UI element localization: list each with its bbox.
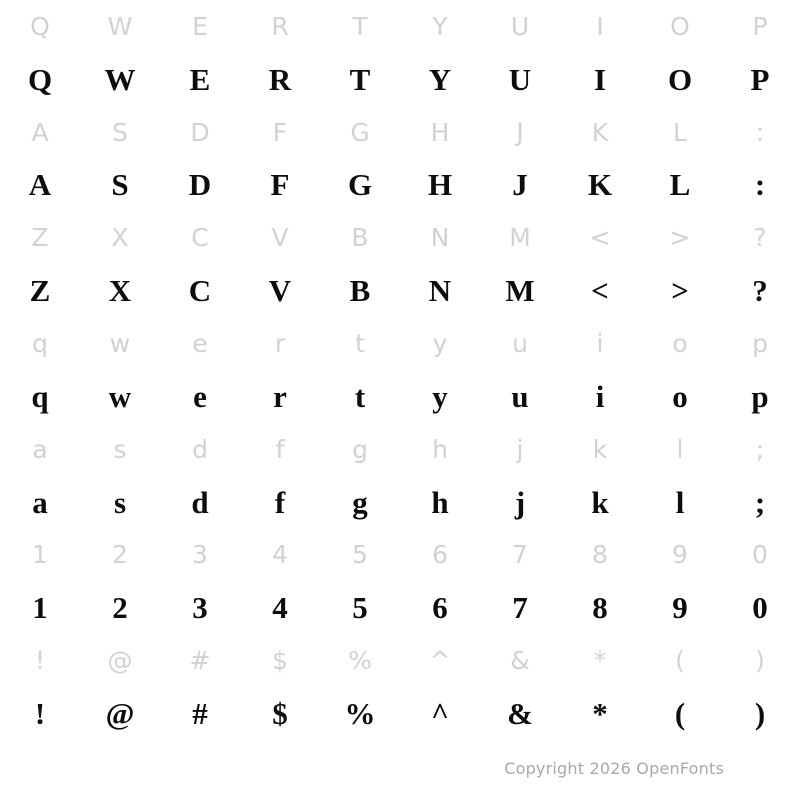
glyph-cell: g — [352, 434, 368, 464]
glyph-cell: w — [109, 329, 131, 359]
glyph-cell: 3 — [192, 590, 208, 626]
glyph-cell: s — [113, 434, 127, 464]
glyph-cell: ^ — [430, 696, 449, 732]
glyph-cell: B — [351, 223, 369, 253]
glyph-cell: & — [510, 646, 530, 676]
glyph-cell: O — [667, 61, 693, 97]
glyph-cell: # — [192, 696, 208, 732]
glyph-cell: E — [192, 11, 208, 41]
glyph-cell: ) — [755, 646, 765, 676]
glyph-cell: j — [514, 484, 526, 520]
glyph-cell: 8 — [592, 590, 608, 626]
glyph-cell: H — [427, 167, 453, 203]
glyph-cell: ! — [34, 646, 46, 676]
glyph-cell: e — [193, 378, 207, 414]
glyph-cell: M — [505, 273, 535, 309]
glyph-cell: N — [430, 223, 450, 253]
glyph-cell: < — [589, 223, 611, 253]
glyph-cell: G — [350, 117, 370, 147]
glyph-cell: W — [104, 61, 136, 97]
glyph-cell: r — [274, 329, 286, 359]
glyph-cell: ( — [674, 696, 686, 732]
glyph-cell: 1 — [32, 590, 48, 626]
glyph-cell: ; — [754, 484, 766, 520]
glyph-cell: o — [672, 378, 688, 414]
glyph-cell: l — [676, 434, 684, 464]
glyph-cell: P — [752, 11, 768, 41]
glyph-cell: ? — [753, 223, 767, 253]
glyph-cell: ! — [34, 696, 46, 732]
glyph-cell: % — [348, 646, 372, 676]
glyph-cell: Z — [29, 273, 51, 309]
glyph-cell: N — [428, 273, 452, 309]
glyph-cell: 8 — [592, 540, 608, 570]
glyph-cell: > — [671, 273, 689, 309]
glyph-cell: 3 — [192, 540, 208, 570]
glyph-cell: g — [352, 484, 368, 520]
glyph-cell: o — [672, 329, 688, 359]
glyph-cell: t — [354, 378, 366, 414]
glyph-cell: I — [596, 11, 604, 41]
glyph-cell: Z — [31, 223, 49, 253]
glyph-cell: : — [755, 117, 765, 147]
glyph-cell: 4 — [272, 540, 288, 570]
glyph-cell: H — [430, 117, 450, 147]
glyph-cell: 9 — [672, 590, 688, 626]
glyph-cell: 9 — [672, 540, 688, 570]
glyph-cell: X — [108, 273, 132, 309]
glyph-cell: 4 — [272, 590, 288, 626]
glyph-cell: D — [190, 117, 210, 147]
glyph-cell: Y — [428, 61, 452, 97]
glyph-cell: h — [431, 484, 449, 520]
glyph-cell: h — [432, 434, 448, 464]
glyph-cell: * — [593, 646, 607, 676]
glyph-cell: $ — [272, 646, 288, 676]
glyph-cell: > — [669, 223, 691, 253]
glyph-cell: L — [673, 117, 687, 147]
glyph-cell: w — [108, 378, 132, 414]
glyph-cell: k — [592, 434, 608, 464]
glyph-cell: 6 — [432, 590, 448, 626]
glyph-cell: @ — [107, 646, 133, 676]
glyph-cell: : — [754, 167, 766, 203]
glyph-cell: 2 — [112, 590, 128, 626]
glyph-cell: M — [509, 223, 531, 253]
glyph-cell: q — [31, 378, 49, 414]
glyph-cell: < — [591, 273, 609, 309]
glyph-cell: e — [192, 329, 208, 359]
glyph-cell: 7 — [512, 590, 528, 626]
glyph-cell: U — [508, 61, 532, 97]
glyph-cell: K — [587, 167, 613, 203]
glyph-cell: 6 — [432, 540, 448, 570]
glyph-cell: C — [188, 273, 212, 309]
glyph-cell: ( — [675, 646, 685, 676]
glyph-cell: A — [31, 117, 49, 147]
glyph-cell: K — [591, 117, 609, 147]
glyph-cell: y — [432, 329, 448, 359]
glyph-cell: $ — [272, 696, 288, 732]
glyph-cell: 0 — [752, 590, 768, 626]
glyph-cell: u — [512, 329, 528, 359]
glyph-cell: 1 — [32, 540, 48, 570]
glyph-cell: p — [752, 329, 768, 359]
glyph-cell: y — [432, 378, 448, 414]
glyph-cell: O — [670, 11, 690, 41]
glyph-cell: W — [107, 11, 133, 41]
glyph-cell: V — [268, 273, 292, 309]
glyph-cell: X — [111, 223, 129, 253]
glyph-cell: j — [516, 434, 524, 464]
glyph-cell: A — [28, 167, 52, 203]
glyph-cell: Y — [432, 11, 448, 41]
glyph-cell: D — [188, 167, 212, 203]
glyph-cell: U — [510, 11, 530, 41]
glyph-cell: p — [751, 378, 769, 414]
glyph-cell: R — [268, 61, 292, 97]
glyph-cell: J — [516, 117, 524, 147]
glyph-cell: R — [271, 11, 289, 41]
glyph-cell: % — [344, 696, 376, 732]
glyph-cell: S — [111, 167, 129, 203]
glyph-cell: F — [270, 167, 290, 203]
glyph-cell: s — [113, 484, 127, 520]
glyph-cell: u — [511, 378, 529, 414]
glyph-cell: ; — [755, 434, 765, 464]
glyph-cell: @ — [105, 696, 135, 732]
glyph-cell: G — [347, 167, 373, 203]
glyph-cell: T — [349, 61, 371, 97]
glyph-cell: E — [189, 61, 211, 97]
glyph-cell: l — [675, 484, 685, 520]
glyph-cell: d — [191, 484, 209, 520]
glyph-cell: a — [32, 434, 48, 464]
glyph-cell: 5 — [352, 540, 368, 570]
copyright-notice: Copyright 2026 OpenFonts — [504, 759, 724, 778]
glyph-cell: T — [352, 11, 368, 41]
glyph-cell: ^ — [429, 646, 451, 676]
glyph-cell: I — [593, 61, 607, 97]
glyph-cell: k — [591, 484, 609, 520]
glyph-cell: d — [192, 434, 208, 464]
glyph-cell: Q — [30, 11, 50, 41]
glyph-cell: L — [669, 167, 691, 203]
glyph-cell: & — [507, 696, 533, 732]
glyph-cell: * — [592, 696, 608, 732]
glyph-cell: f — [274, 484, 286, 520]
glyph-cell: 2 — [112, 540, 128, 570]
glyph-cell: # — [189, 646, 211, 676]
glyph-cell: F — [272, 117, 288, 147]
glyph-cell: a — [32, 484, 48, 520]
glyph-cell: 0 — [752, 540, 768, 570]
glyph-cell: B — [349, 273, 371, 309]
glyph-cell: V — [271, 223, 289, 253]
glyph-cell: Q — [27, 61, 53, 97]
glyph-cell: i — [596, 329, 604, 359]
glyph-cell: i — [595, 378, 605, 414]
glyph-cell: 7 — [512, 540, 528, 570]
glyph-cell: r — [273, 378, 287, 414]
glyph-cell: P — [750, 61, 770, 97]
glyph-cell: 5 — [352, 590, 368, 626]
glyph-cell: t — [355, 329, 365, 359]
glyph-cell: J — [512, 167, 528, 203]
glyph-cell: f — [275, 434, 285, 464]
glyph-cell: S — [112, 117, 128, 147]
glyph-cell: C — [191, 223, 209, 253]
glyph-cell: ? — [752, 273, 768, 309]
glyph-cell: ) — [754, 696, 766, 732]
glyph-cell: q — [32, 329, 48, 359]
